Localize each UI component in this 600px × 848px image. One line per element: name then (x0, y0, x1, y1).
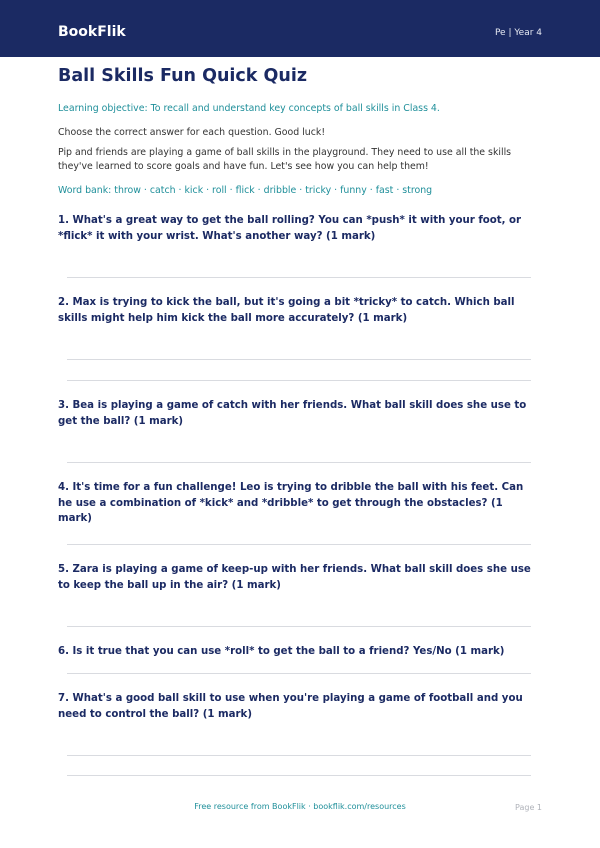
question-2: 2. Max is trying to kick the ball, but it's going a bit *tricky* to catch. Which ball skills might help him kick the ball more accurately? (1 mark) (58, 297, 515, 324)
answer-line[interactable] (67, 673, 531, 674)
answer-line[interactable] (67, 775, 531, 776)
question-5: 5. Zara is playing a game of keep-up with her friends. What ball skill does she use to keep the ball up in the air? (1 mark) (58, 564, 531, 591)
instructions: Choose the correct answer for each question. Good luck! (58, 127, 326, 138)
page-header (0, 0, 600, 57)
answer-line[interactable] (67, 277, 531, 278)
answer-line[interactable] (67, 626, 531, 627)
subject-year-label: Pe | Year 4 (494, 28, 542, 38)
answer-line[interactable] (67, 544, 531, 545)
question-1: 1. What's a great way to get the ball rolling? You can *push* it with your foot, or *flick* it with your wrist. What's another way? (1 mark) (58, 215, 522, 242)
word-bank: Word bank: throw · catch · kick · roll · flick · dribble · tricky · funny · fast · strong (58, 185, 433, 196)
question-7: 7. What's a good ball skill to use when you're playing a game of football and you need to control the ball? (1 mark) (58, 693, 523, 720)
intro-paragraph: Pip and friends are playing a game of ball skills in the playground. They need to use all the skills they've learned to score goals and have fun. Let's see how you can help them! (58, 147, 512, 172)
page-title: Ball Skills Fun Quick Quiz (58, 66, 308, 86)
question-4: 4. It's time for a fun challenge! Leo is trying to dribble the ball with his feet. Can he use a combination of *kick* and *dribble* to get through the obstacles? (1 mark) (58, 482, 524, 524)
answer-line[interactable] (67, 380, 531, 381)
question-3: 3. Bea is playing a game of catch with her friends. What ball skill does she use to get the ball? (1 mark) (58, 400, 527, 427)
answer-line[interactable] (67, 359, 531, 360)
learning-objective: Learning objective: To recall and understand key concepts of ball skills in Class 4. (58, 103, 440, 114)
footer-credit: Free resource from BookFlik · bookflik.com/resources (194, 802, 406, 811)
question-6: 6. Is it true that you can use *roll* to get the ball to a friend? Yes/No (1 mark) (58, 646, 505, 657)
brand-logo-text: BookFlik (58, 24, 126, 40)
answer-line[interactable] (67, 755, 531, 756)
page-number: Page 1 (515, 803, 542, 812)
answer-line[interactable] (67, 462, 531, 463)
